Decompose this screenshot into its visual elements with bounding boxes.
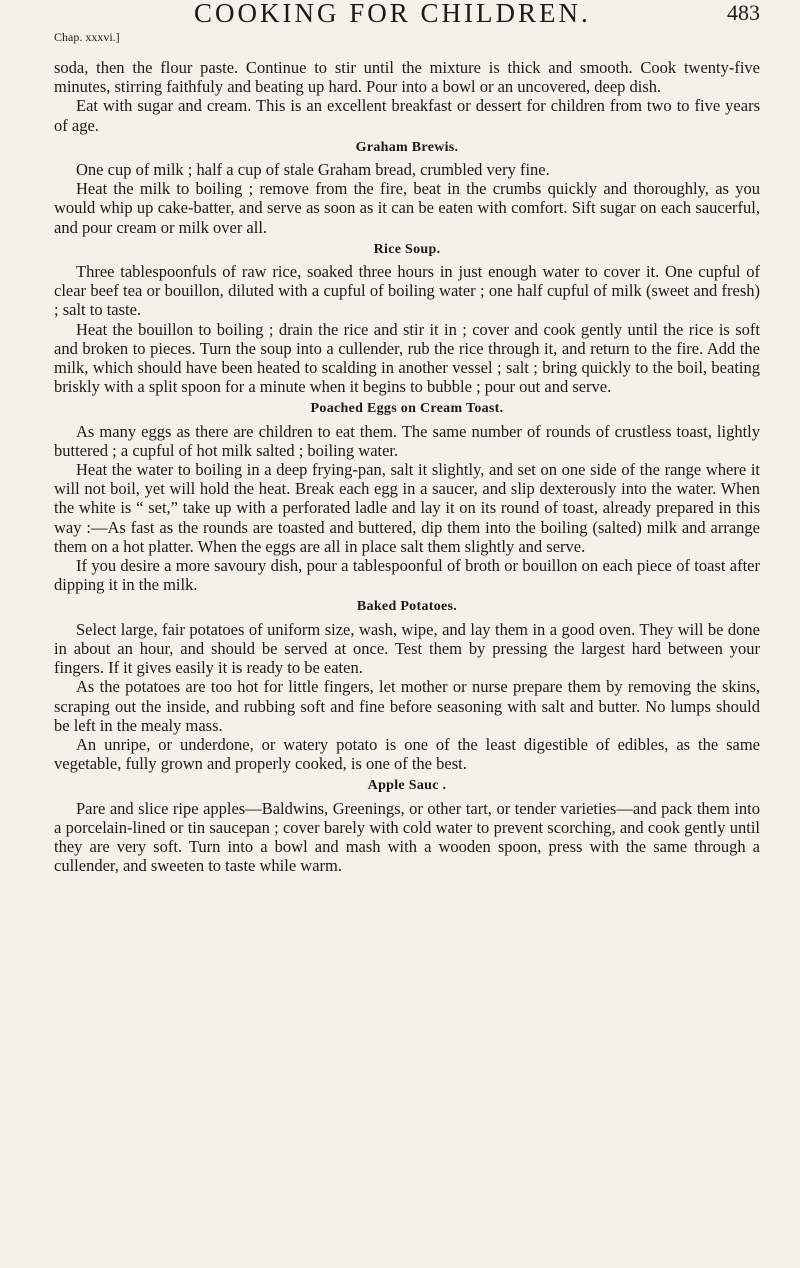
paragraph: soda, then the flour paste. Continue to stir until the mixture is thick and smooth. Cook twenty-five minutes, stirring faithfuly and beating up hard. Pour into a bowl or an uncovered, deep dish. (54, 58, 760, 97)
paragraph: Heat the water to boiling in a deep frying-pan, salt it slightly, and set on one side of the range where it will not boil, yet will hold the heat. Break each egg in a saucer, and slip dexterously into the water. When the white is “ set,” take up with a perforated ladle and lay it on its round of toast, already prepared in this way :—As fast as the rounds are toasted and buttered, dip them into the boiling (salted) milk and arrange them on a hot platter. When the eggs are all in place salt them slightly and serve. (54, 460, 760, 556)
recipe-heading: Graham Brewis. (355, 139, 459, 155)
paragraph: Select large, fair potatoes of uniform size, wash, wipe, and lay them in a good oven. They will be done in about an hour, and should be served at once. Test them by pressing the largest hard between your fingers. If it gives easily it is ready to be eaten. (54, 619, 760, 678)
paragraph: If you desire a more savoury dish, pour a tablespoonful of broth or bouillon on each piece of toast after dipping it in the milk. (54, 556, 760, 595)
recipe-heading: Baked Potatoes. (356, 599, 458, 615)
paragraph: Eat with sugar and cream. This is an excellent breakfast or dessert for children from two to five years of age. (54, 96, 760, 135)
recipe-heading: Apple Sauc . (367, 778, 447, 794)
paragraph: One cup of milk ; half a cup of stale Graham bread, crumbled very fine. (76, 160, 550, 180)
paragraph: Pare and slice ripe apples—Baldwins, Greenings, or other tart, or tender varieties—and pack them into a porcelain-lined or tin saucepan ; cover barely with cold water to prevent scorching, and cook gently until they are very soft. Turn into a bowl and mash with a wooden spoon, press with the same through a cullender, and sweeten to taste while warm. (54, 798, 760, 876)
page-header (54, 0, 760, 44)
paragraph: Heat the bouillon to boiling ; drain the rice and stir it in ; cover and cook gently until the rice is soft and broken to pieces. Turn the soup into a cullender, rub the rice through it, and return to the fire. Add the milk, which should have been heated to scalding in another vessel ; salt ; bring quickly to the boil, beating briskly with a split spoon for a minute when it begins to bubble ; pour out and serve. (54, 319, 760, 397)
recipe-heading: Poached Eggs on Cream Toast. (310, 401, 504, 417)
paragraph: An unripe, or underdone, or watery potato is one of the least digestible of edibles, as the same vegetable, fully grown and properly cooked, is one of the best. (54, 734, 760, 774)
recipe-heading: Rice Soup. (373, 241, 441, 257)
paragraph: Heat the milk to boiling ; remove from the fire, beat in the crumbs quickly and thoroughly, as you would whip up cake-batter, and serve as soon as it can be eaten with comfort. Sift sugar on each saucerful, and pour cream or milk over all. (54, 179, 760, 237)
paragraph: As many eggs as there are children to eat them. The same number of rounds of crustless toast, lightly buttered ; a cupful of hot milk salted ; boiling water. (54, 421, 760, 460)
paragraph: Three tablespoonfuls of raw rice, soaked three hours in just enough water to cover it. One cupful of clear beef tea or bouillon, diluted with a cupful of boiling water ; one half cupful of milk (sweet and fresh) ; salt to taste. (54, 262, 760, 320)
page-body (54, 58, 760, 875)
paragraph: As the potatoes are too hot for little fingers, let mother or nurse prepare them by removing the skins, scraping out the inside, and rubbing soft and fine before seasoning with salt and butter. No lumps should be left in the mealy mass. (54, 677, 760, 735)
chapter-marker: Chap. xxxvi.] (54, 30, 120, 44)
running-title: COOKING FOR CHILDREN. (194, 0, 591, 28)
page-number: 483 (727, 0, 760, 25)
